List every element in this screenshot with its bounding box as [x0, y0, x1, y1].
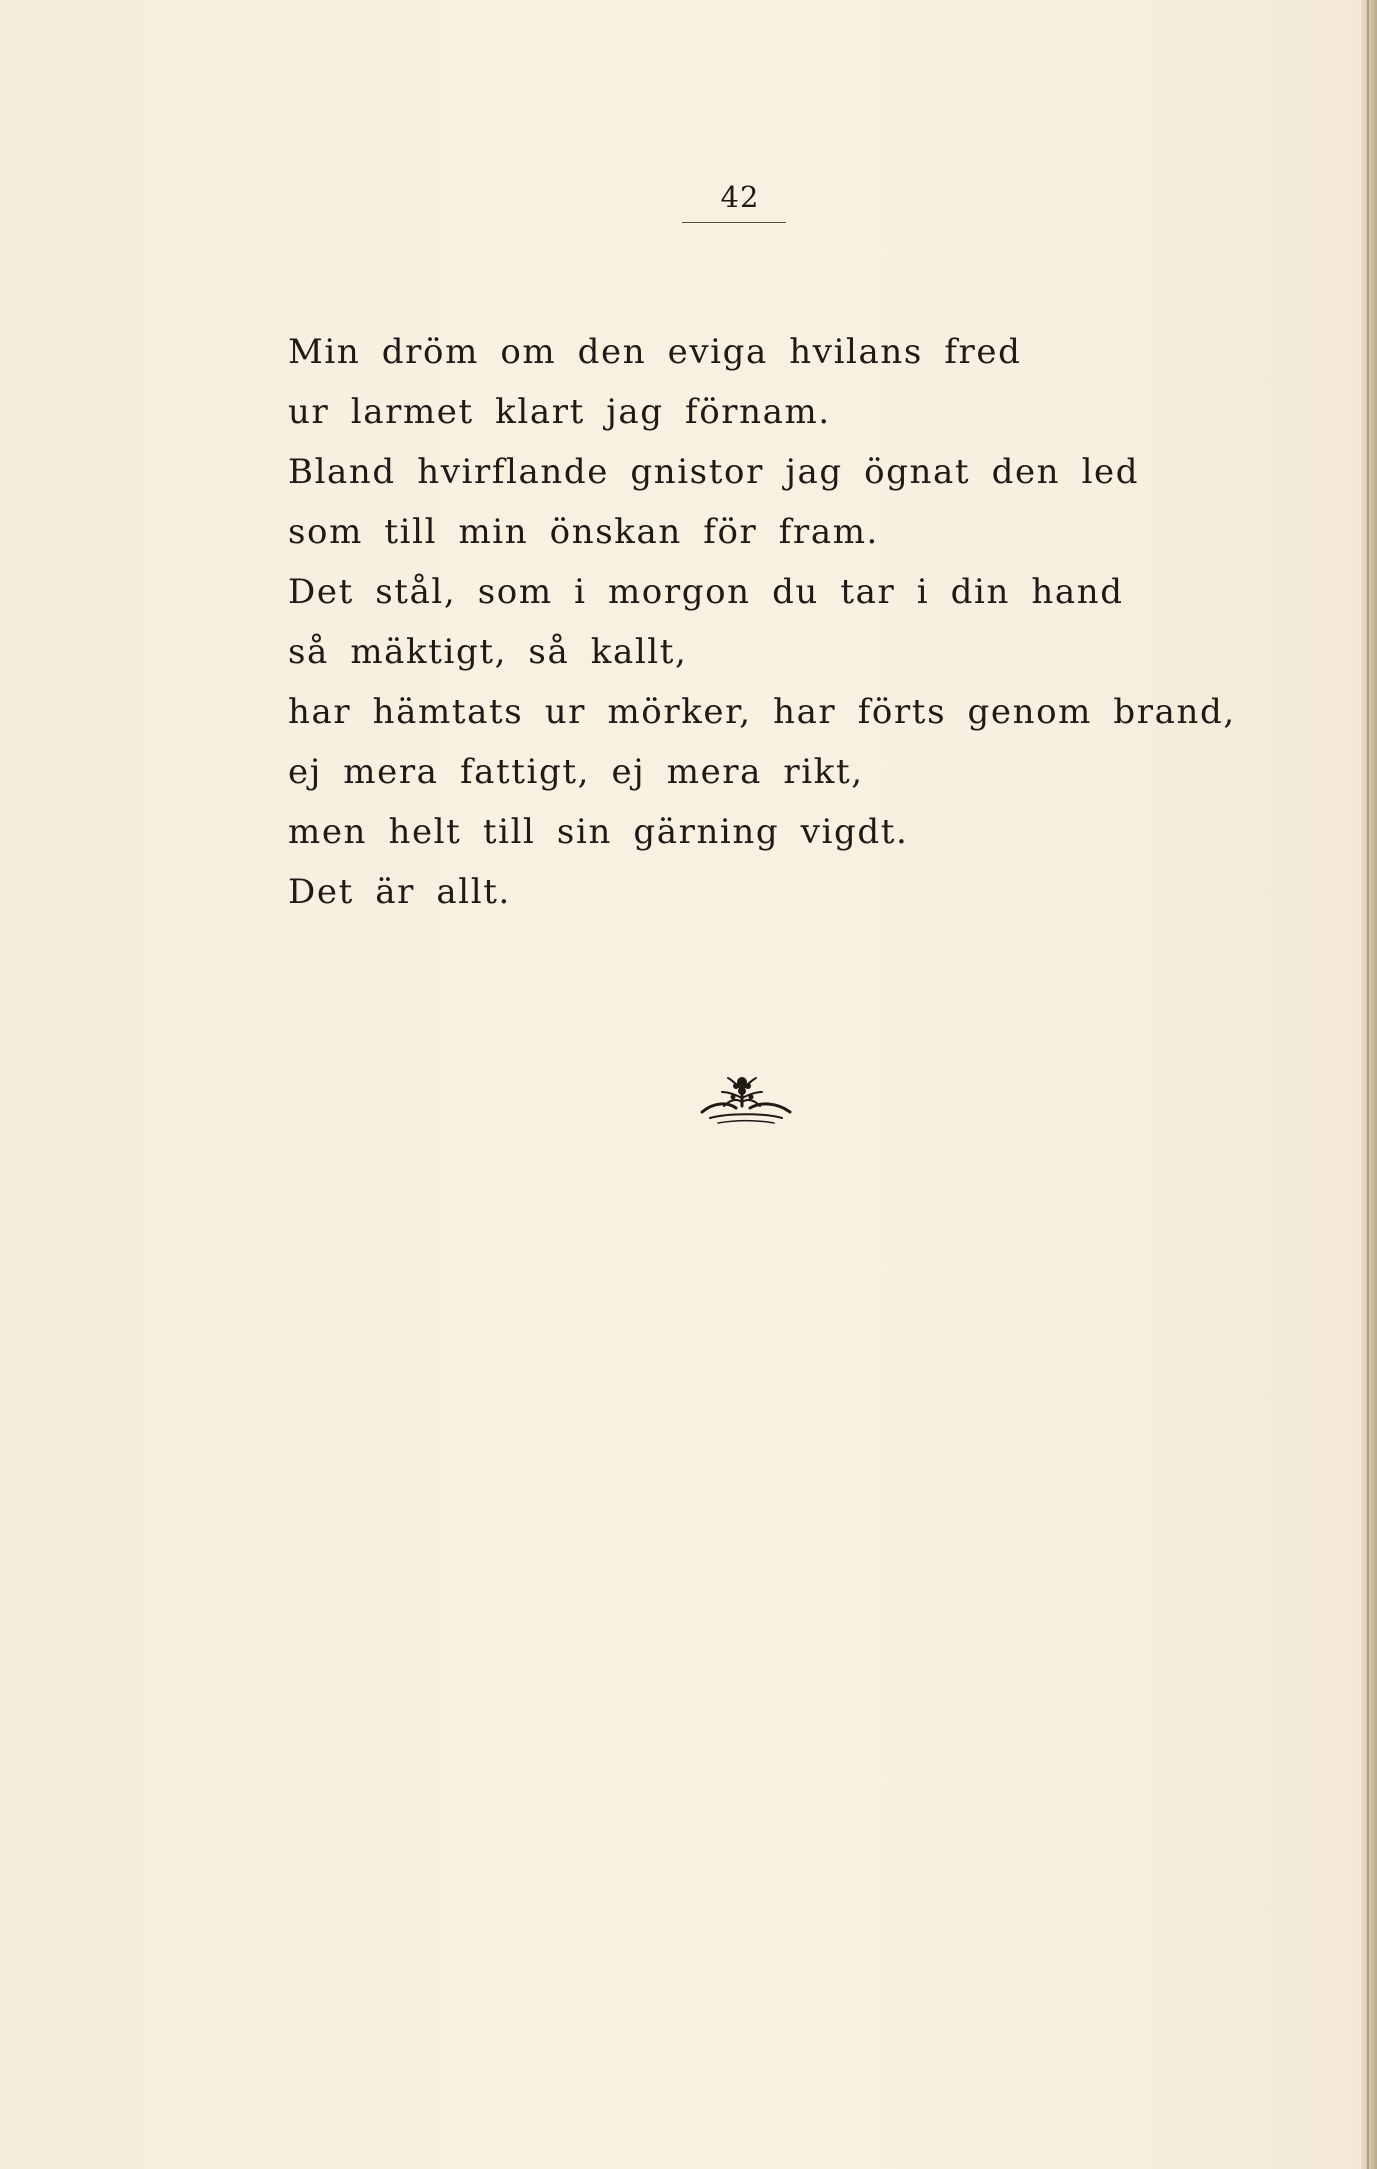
poem-line-9: men helt till sin gärning vigdt.	[288, 812, 909, 852]
poem-line-10: Det är allt.	[288, 872, 511, 912]
poem-line-3: Bland hvirflande gnistor jag ögnat den led	[288, 452, 1140, 492]
poem-line-8: ej mera fattigt, ej mera rikt,	[288, 752, 864, 792]
poem-line-2: ur larmet klart jag förnam.	[288, 392, 831, 432]
page-number: 42	[720, 180, 760, 214]
poem-line-6: så mäktigt, så kallt,	[288, 632, 688, 672]
poem-line-1: Min dröm om den eviga hvilans fred	[288, 332, 1022, 372]
page-binding-edge	[1361, 0, 1377, 2169]
poem-line-5: Det stål, som i morgon du tar i din hand	[288, 572, 1124, 612]
page-number-rule	[682, 222, 786, 223]
floral-ornament-icon	[694, 1068, 798, 1126]
poem-line-7: har hämtats ur mörker, har förts genom brand,	[288, 692, 1236, 732]
page-edge-line	[1367, 0, 1369, 2169]
poem-line-4: som till min önskan för fram.	[288, 512, 879, 552]
poem	[288, 322, 1238, 922]
